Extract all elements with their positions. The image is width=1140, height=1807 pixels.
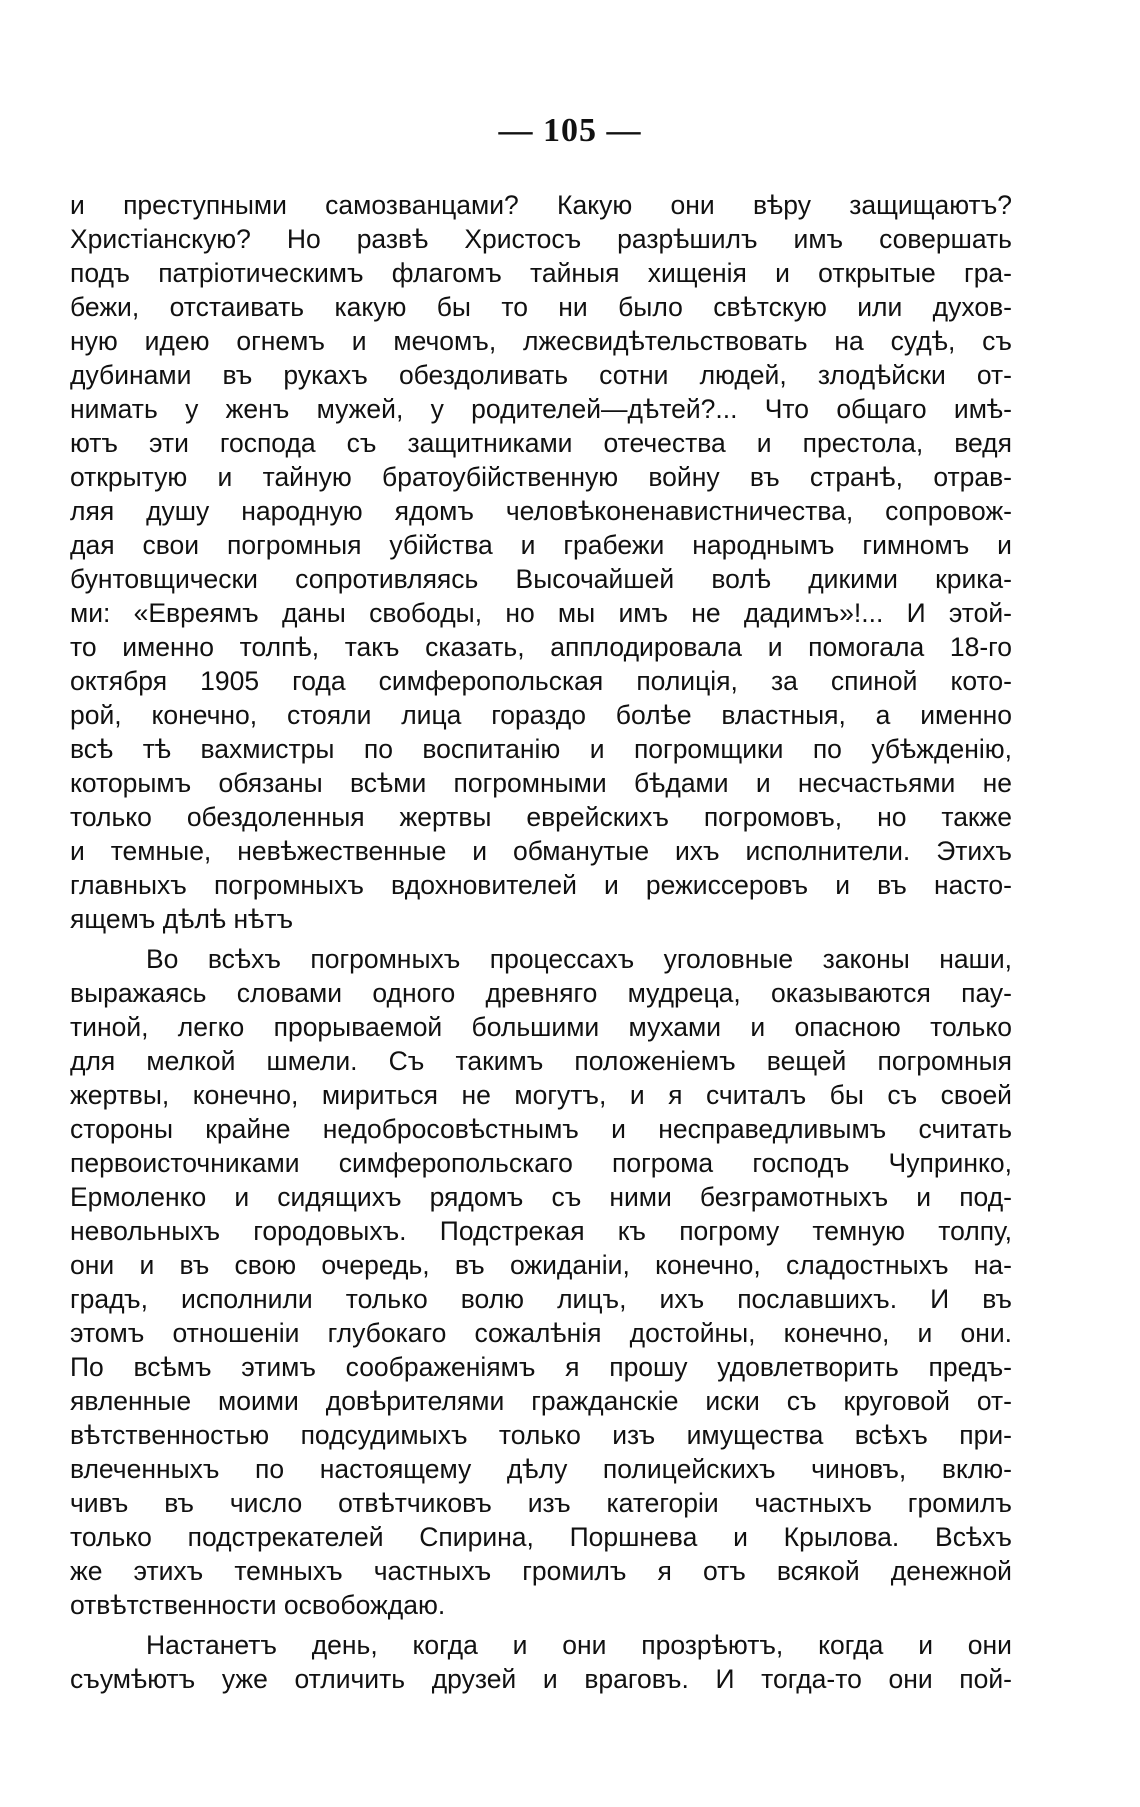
paragraph [70,942,1012,1622]
text-line: дубинами въ рукахъ обездоливать сотни людей, злодѣйски от- [70,360,1012,390]
text-line: ютъ эти господа съ защитниками отечества и престола, ведя [70,428,1012,458]
text-line: только обездоленныя жертвы еврейскихъ погромовъ, но также [70,802,1012,832]
text-line: По всѣмъ этимъ соображеніямъ я прошу удовлетворить предъ- [70,1352,1012,1382]
text-line: градъ, исполнили только волю лицъ, ихъ пославшихъ. И въ [70,1284,1012,1314]
text-line: выражаясь словами одного древняго мудреца, оказываются пау- [70,978,1012,1008]
text-line: то именно толпѣ, такъ сказать, апплодировала и помогала 18-го [70,632,1012,662]
text-line: главныхъ погромныхъ вдохновителей и режиссеровъ и въ насто- [70,870,1012,900]
text-line: чивъ въ число отвѣтчиковъ изъ категоріи частныхъ громилъ [70,1488,1012,1518]
text-line: они и въ свою очередь, въ ожиданіи, конечно, сладостныхъ на- [70,1250,1012,1280]
text-line: рой, конечно, стояли лица гораздо болѣе властныя, а именно [70,700,1012,730]
text-line: Во всѣхъ погромныхъ процессахъ уголовные законы наши, [146,944,1012,974]
text-line: первоисточниками симферопольскаго погрома господъ Чупринко, [70,1148,1012,1178]
text-line: подъ патріотическимъ флагомъ тайныя хищенія и открытые гра- [70,258,1012,288]
text-line: октября 1905 года симферопольская полиція, за спиной кото- [70,666,1012,696]
text-line: Христіанскую? Но развѣ Христосъ разрѣшилъ имъ совершать [70,224,1012,254]
text-line: дая свои погромныя убійства и грабежи народнымъ гимномъ и [70,530,1012,560]
text-line: жертвы, конечно, мириться не могутъ, и я считалъ бы съ своей [70,1080,1012,1110]
text-line: Настанетъ день, когда и они прозрѣютъ, когда и они [146,1630,1012,1660]
text-line: нимать у женъ мужей, у родителей—дѣтей?... Что общаго имѣ- [70,394,1012,424]
text-line: для мелкой шмели. Съ такимъ положеніемъ вещей погромныя [70,1046,1012,1076]
text-line: вѣтственностью подсудимыхъ только изъ имущества всѣхъ при- [70,1420,1012,1450]
text-line: невольныхъ городовыхъ. Подстрекая къ погрому темную толпу, [70,1216,1012,1246]
text-line: явленные моими довѣрителями гражданскіе иски съ круговой от- [70,1386,1012,1416]
text-line: бунтовщически сопротивляясь Высочайшей волѣ дикими крика- [70,564,1012,594]
text-line: только подстрекателей Спирина, Поршнева и Крылова. Всѣхъ [70,1522,1012,1552]
text-line: всѣ тѣ вахмистры по воспитанію и погромщики по убѣжденію, [70,734,1012,764]
text-line: которымъ обязаны всѣми погромными бѣдами и несчастьями не [70,768,1012,798]
text-line: ную идею огнемъ и мечомъ, лжесвидѣтельствовать на судѣ, съ [70,326,1012,356]
body-text [70,188,1012,1696]
text-line: влеченныхъ по настоящему дѣлу полицейскихъ чиновъ, вклю- [70,1454,1012,1484]
paragraph [70,188,1012,936]
text-line: бежи, отстаивать какую бы то ни было свѣтскую или духов- [70,292,1012,322]
text-line: же этихъ темныхъ частныхъ громилъ я отъ всякой денежной [70,1556,1012,1586]
text-line: открытую и тайную братоубійственную войну въ странѣ, отрав- [70,462,1012,492]
text-line: отвѣтственности освобождаю. [70,1590,446,1620]
text-line: этомъ отношеніи глубокаго сожалѣнія достойны, конечно, и они. [70,1318,1012,1348]
paragraph [70,1628,1012,1696]
text-line: стороны крайне недобросовѣстнымъ и несправедливымъ считать [70,1114,1012,1144]
text-line: съумѣютъ уже отличить друзей и враговъ. И тогда-то они пой- [70,1664,1012,1694]
text-line: ми: «Евреямъ даны свободы, но мы имъ не дадимъ»!... И этой- [70,598,1012,628]
text-line: Ермоленко и сидящихъ рядомъ съ ними безграмотныхъ и под- [70,1182,1012,1212]
text-line: и преступными самозванцами? Какую они вѣру защищаютъ? [70,190,1012,220]
text-line: и темные, невѣжественные и обманутые ихъ исполнители. Этихъ [70,836,1012,866]
page-number: — 105 — [498,112,642,149]
text-line: тиной, легко прорываемой большими мухами и опасною только [70,1012,1012,1042]
text-line: ляя душу народную ядомъ человѣконенавистничества, сопровож- [70,496,1012,526]
text-line: ящемъ дѣлѣ нѣтъ [70,904,294,934]
